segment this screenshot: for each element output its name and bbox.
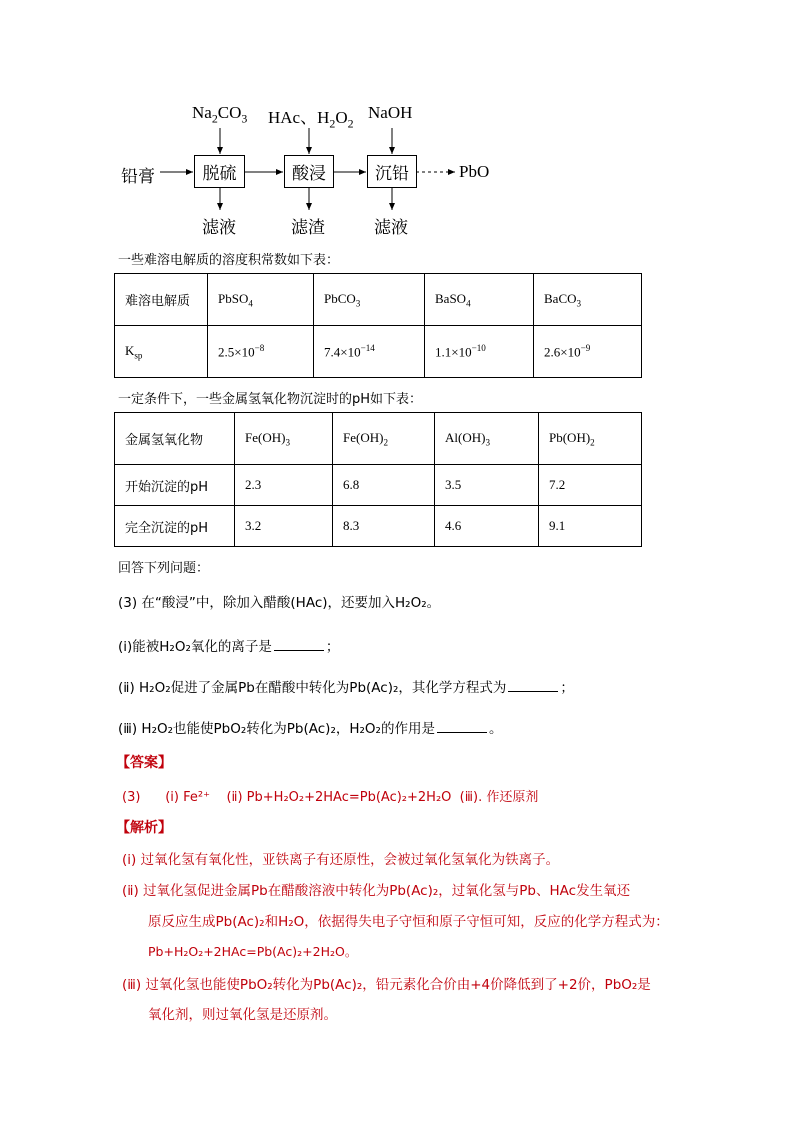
ksp-value: $1.1\times 10^{-10}$ — [425, 326, 534, 378]
ph-complete-label: 完全沉淀的pH — [115, 506, 235, 547]
product-pbo: PbO — [459, 162, 490, 181]
ksp-header-row — [115, 274, 642, 326]
ph-complete-value: 9.1 — [539, 506, 642, 547]
ksp-table — [114, 273, 642, 378]
step-acid-leach-box: 酸浸 — [284, 155, 334, 188]
question-ii: (ⅱ) H₂O₂促进了金属Pb在醋酸中转化为Pb(Ac)₂，其化学方程式为 ； — [118, 680, 574, 696]
ksp-compound: PbSO$_4$ — [208, 274, 314, 326]
ph-header-label: 金属氢氧化物 — [115, 413, 235, 465]
ph-complete-value: 8.3 — [333, 506, 435, 547]
question-prompt: 回答下列问题： — [118, 561, 210, 576]
ph-start-value: 3.5 — [435, 465, 539, 506]
answer-text: (3) (ⅰ) Fe²⁺ (ⅱ) Pb+H₂O₂+2HAc=Pb(Ac)₂+2H₂O (ⅲ). 作还原剂 — [122, 790, 539, 805]
analysis-line-4: Pb+H₂O₂+2HAc=Pb(Ac)₂+2H₂O。 — [148, 944, 358, 959]
question-i: (ⅰ)能被H₂O₂氧化的离子是 ； — [118, 639, 340, 655]
analysis-line-5: (ⅲ) 过氧化氢也能使PbO₂转化为Pb(Ac)₂，铅元素化合价由+4价降低到了+2价，PbO₂是 — [122, 977, 651, 993]
ksp-value: $2.5\times 10^{-8}$ — [208, 326, 314, 378]
analysis-line-1: (ⅰ) 过氧化氢有氧化性，亚铁离子有还原性，会被过氧化氢氧化为铁离子。 — [122, 852, 560, 868]
ph-header-row — [115, 413, 642, 465]
ksp-value: $7.4\times 10^{-14}$ — [314, 326, 425, 378]
ksp-row-label: $K_{sp}$ — [115, 326, 208, 378]
ph-start-value: 7.2 — [539, 465, 642, 506]
ph-start-row — [115, 465, 642, 506]
analysis-line-3: 原反应生成Pb(Ac)₂和H₂O，依据得失电子守恒和原子守恒可知，反应的化学方程式为： — [148, 914, 669, 930]
ksp-header-label: 难溶电解质 — [115, 274, 208, 326]
output-filtrate-1: 滤液 — [202, 218, 236, 238]
ph-complete-value: 4.6 — [435, 506, 539, 547]
ksp-compound: BaSO$_4$ — [425, 274, 534, 326]
ksp-compound: PbCO$_3$ — [314, 274, 425, 326]
ph-complete-row — [115, 506, 642, 547]
step-desulfurize-box: 脱硫 — [194, 155, 245, 188]
ksp-intro: 一些难溶电解质的溶度积常数如下表： — [118, 253, 340, 268]
ksp-value: $2.6\times 10^{-9}$ — [534, 326, 642, 378]
ph-complete-value: 3.2 — [235, 506, 333, 547]
analysis-line-6: 氧化剂，则过氧化氢是还原剂。 — [148, 1007, 337, 1023]
ph-compound: $Al(OH)_3$ — [435, 413, 539, 465]
ph-start-label: 开始沉淀的pH — [115, 465, 235, 506]
analysis-line-2: (ⅱ) 过氧化氢促进金属Pb在醋酸溶液中转化为Pb(Ac)₂，过氧化氢与Pb、HAc发生氧还 — [122, 883, 631, 899]
output-filtrate-3: 滤液 — [374, 218, 408, 238]
reagent-naoh: NaOH — [368, 103, 413, 122]
ph-start-value: 2.3 — [235, 465, 333, 506]
ksp-value-row — [115, 326, 642, 378]
ph-compound: $Fe(OH)_3$ — [235, 413, 333, 465]
input-lead-paste: 铅膏 — [121, 167, 155, 187]
output-residue: 滤渣 — [291, 218, 325, 238]
answer-heading: 【答案】 — [116, 755, 172, 771]
reagent-hac-h2o2: HAc、$H_2O_2$ — [268, 108, 354, 131]
step-precipitate-box: 沉铅 — [367, 155, 417, 188]
ph-start-value: 6.8 — [333, 465, 435, 506]
ph-compound: $Pb(OH)_2$ — [539, 413, 642, 465]
ph-intro: 一定条件下，一些金属氢氧化物沉淀时的pH如下表： — [118, 392, 423, 407]
question-3: (3) 在“酸浸”中，除加入醋酸(HAc)，还要加入H₂O₂。 — [118, 595, 441, 611]
ph-compound: $Fe(OH)_2$ — [333, 413, 435, 465]
question-iii: (ⅲ) H₂O₂也能使PbO₂转化为Pb(Ac)₂，H₂O₂的作用是 。 — [118, 721, 503, 737]
analysis-heading: 【解析】 — [116, 820, 172, 836]
ksp-compound: BaCO$_3$ — [534, 274, 642, 326]
reagent-na2co3: $Na_2CO_3$ — [192, 103, 248, 126]
ph-table — [114, 412, 642, 547]
